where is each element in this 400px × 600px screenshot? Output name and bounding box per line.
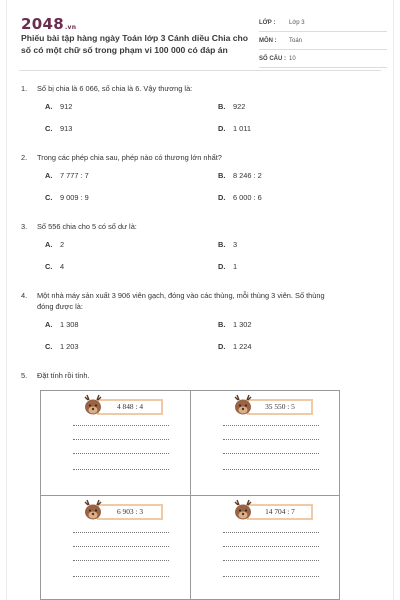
- option-d[interactable]: D. 1 224: [218, 342, 252, 351]
- division-cell-3: [41, 496, 190, 600]
- question-text: Một nhà máy sản xuất 3 906 viên gạch, đóng vào các thùng, mỗi thùng 3 viên. Số thùng đóng được là:: [37, 291, 325, 311]
- option-b[interactable]: B. 8 246 : 2: [218, 171, 262, 180]
- option-a[interactable]: A. 2: [45, 240, 65, 249]
- reindeer-icon: [231, 498, 255, 522]
- option-b[interactable]: B. 922: [218, 102, 246, 111]
- meta-row-subject: MÔN : Toán: [259, 32, 387, 50]
- option-c[interactable]: C. 1 203: [45, 342, 79, 351]
- option-b[interactable]: B. 1 302: [218, 320, 252, 329]
- division-cell-2: [191, 391, 340, 496]
- question-text: Đặt tính rồi tính.: [37, 371, 90, 380]
- site-logo[interactable]: 2048.vn: [21, 15, 77, 33]
- division-grid: [40, 390, 340, 600]
- question-4: 4. Một nhà máy sản xuất 3 906 viên gạch, đóng vào các thùng, mỗi thùng 3 viên. Số thùng đóng được là: A. 1 308 B. 1 302 C. 1 203 D. 1 224: [21, 290, 381, 362]
- option-c[interactable]: C. 9 009 : 9: [45, 193, 89, 202]
- option-a[interactable]: A. 7 777 : 7: [45, 171, 89, 180]
- question-1: 1. Số bị chia là 6 066, số chia là 6. Vậy thương là: A. 912 B. 922 C. 913 D. 1 011: [21, 84, 251, 133]
- question-3: 3. Số 556 chia cho 5 có số dư là: A. 2 B. 3 C. 4 D. 1: [21, 222, 238, 271]
- option-c[interactable]: C. 4: [45, 262, 65, 271]
- reindeer-icon: [231, 393, 255, 417]
- meta-row-count: SỐ CÂU : 10: [259, 50, 387, 68]
- meta-row-class: LỚP : Lớp 3: [259, 14, 387, 32]
- option-a[interactable]: A. 912: [45, 102, 73, 111]
- division-problem: 14 704 : 7: [247, 504, 313, 520]
- option-d[interactable]: D. 1: [218, 262, 238, 271]
- question-text: Số 556 chia cho 5 có số dư là:: [37, 222, 137, 231]
- meta-table: [259, 14, 387, 68]
- option-d[interactable]: D. 6 000 : 6: [218, 193, 262, 202]
- option-b[interactable]: B. 3: [218, 240, 238, 249]
- worksheet-page: [6, 0, 394, 600]
- header-divider: [19, 70, 381, 71]
- division-problem: 4 848 : 4: [97, 399, 163, 415]
- division-cell-1: [41, 391, 190, 496]
- division-problem: 35 550 : 5: [247, 399, 313, 415]
- question-5: 5. Đặt tính rồi tính.: [21, 371, 90, 380]
- division-cell-4: [191, 496, 340, 600]
- question-2: 2. Trong các phép chia sau, phép nào có thương lớn nhất? A. 7 777 : 7 B. 8 246 : 2 C. 9 009 : 9 D. 6 000 : 6: [21, 153, 262, 202]
- reindeer-icon: [81, 393, 105, 417]
- option-c[interactable]: C. 913: [45, 124, 73, 133]
- question-text: Trong các phép chia sau, phép nào có thương lớn nhất?: [37, 153, 222, 162]
- reindeer-icon: [81, 498, 105, 522]
- division-problem: 6 903 : 3: [97, 504, 163, 520]
- option-a[interactable]: A. 1 308: [45, 320, 79, 329]
- worksheet-title: Phiếu bài tập hàng ngày Toán lớp 3 Cánh diều Chia cho số có một chữ số trong phạm vi 100 000 có đáp án: [21, 33, 249, 55]
- question-text: Số bị chia là 6 066, số chia là 6. Vậy thương là:: [37, 84, 193, 93]
- option-d[interactable]: D. 1 011: [218, 124, 251, 133]
